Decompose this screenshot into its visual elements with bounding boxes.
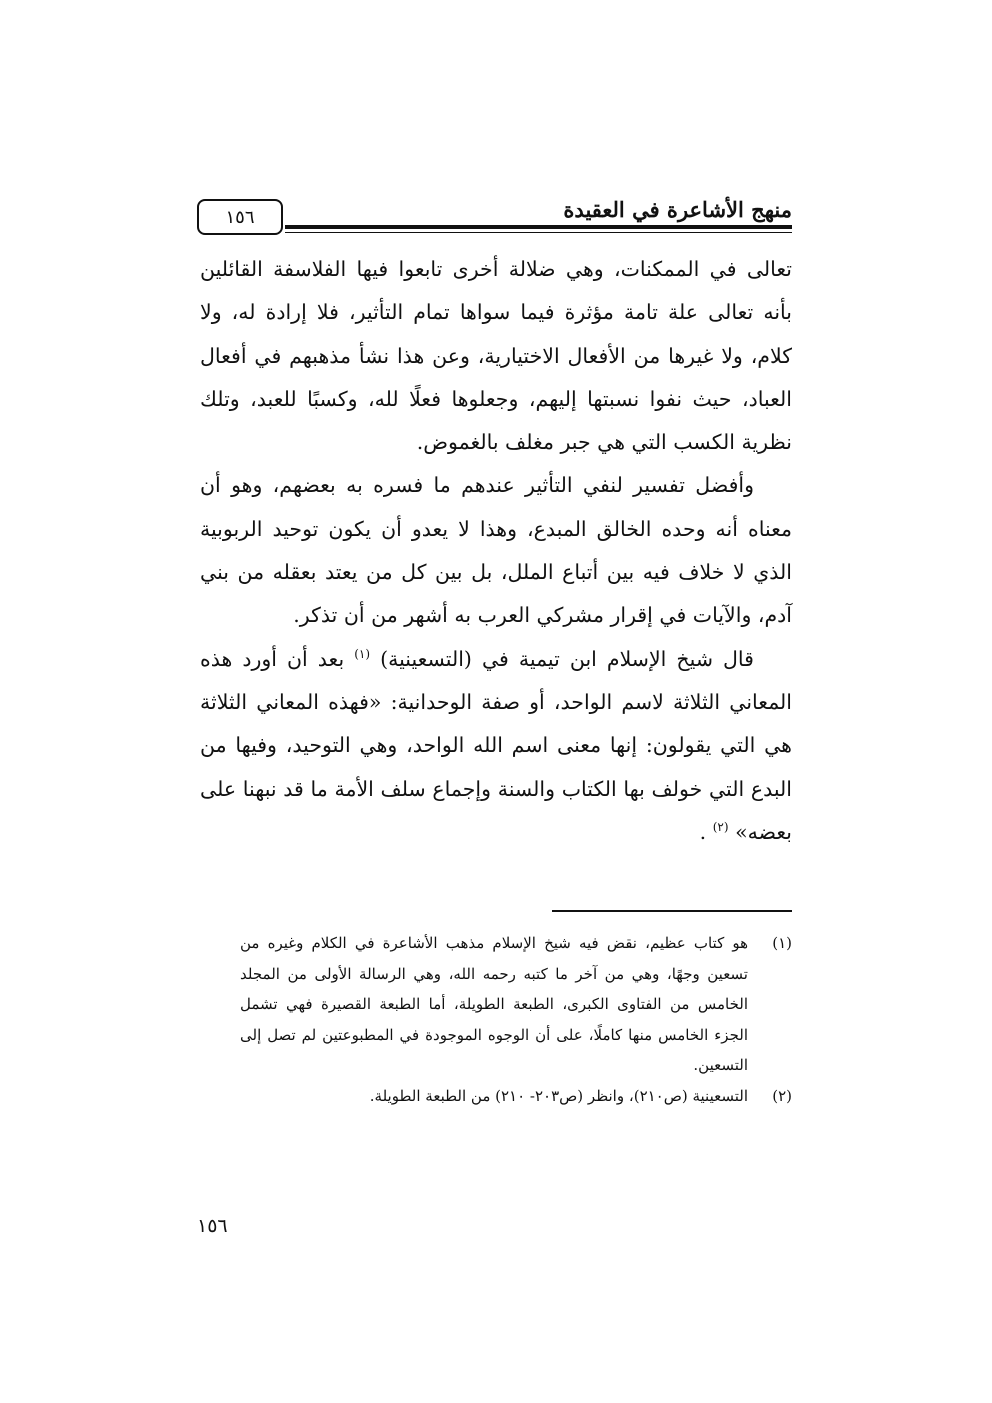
footnote-ref-1[interactable]: (١) bbox=[354, 646, 371, 661]
header-page-number: ١٥٦ bbox=[225, 206, 255, 228]
footnotes bbox=[240, 928, 792, 1111]
main-text bbox=[200, 248, 792, 854]
footnote-number: (٢) bbox=[772, 1086, 792, 1105]
footnote-item bbox=[240, 928, 792, 1081]
footnote-number: (١) bbox=[772, 934, 792, 952]
paragraph-3-end: . bbox=[699, 819, 707, 844]
footnote-separator bbox=[552, 910, 792, 912]
footnote-text: هو كتاب عظيم، نقض فيه شيخ الإسلام مذهب الأشاعرة في الكلام وغيره من تسعين وجهًا، وهي من آخر ما كتبه رحمه الله، وهي الرسالة الأولى من المجلد الخامس من الفتاوى الكبرى، الطبعة الطويلة، أما الطبعة القصيرة فهي تشمل الجزء الخامس منها كاملًا، على أن الوجوه الموجودة في المطبوعتين لم تصل إلى التسعين. bbox=[240, 934, 748, 1074]
header-rule-thin bbox=[285, 232, 792, 233]
footnote-item bbox=[240, 1081, 792, 1112]
paragraph-3 bbox=[200, 638, 792, 854]
page-number: ١٥٦ bbox=[197, 1215, 228, 1237]
footnote-text: التسعينية (ص٢١٠)، وانظر (ص٢٠٣- ٢١٠) من الطبعة الطويلة. bbox=[369, 1086, 748, 1105]
header-rule-thick bbox=[285, 225, 792, 229]
running-header bbox=[197, 195, 792, 241]
header-title: منهج الأشاعرة في العقيدة bbox=[563, 197, 792, 222]
paragraph-2: وأفضل تفسير لنفي التأثير عندهم ما فسره به بعضهم، وهو أن معناه أنه وحده الخالق المبدع، وهذا لا يعدو أن يكون توحيد الربوبية الذي لا خلاف فيه بين أتباع الملل، بل بين كل من يعتد بعقله من بني آدم، والآيات في إقرار مشركي العرب به أشهر من أن تذكر. bbox=[200, 473, 792, 628]
paragraph-1: تعالى في الممكنات، وهي ضلالة أخرى تابعوا فيها الفلاسفة القائلين بأنه تعالى علة تامة مؤثرة فيما سواها تمام التأثير، فلا إرادة له، ولا كلام، ولا غيرها من الأفعال الاختيارية، وعن هذا نشأ مذهبهم في أفعال العباد، حيث نفوا نسبتها إليهم، وجعلوها فعلًا لله، وكسبًا للعبد، وتلك نظرية الكسب التي هي جبر مغلف بالغموض. bbox=[200, 257, 792, 455]
footnote-ref-2[interactable]: (٢) bbox=[712, 820, 729, 835]
paragraph-3-part-2: بعد أن أورد هذه المعاني الثلاثة لاسم الواحد، أو صفة الوحدانية: «فهذه المعاني الثلاثة هي التي يقولون: إنها معنى اسم الله الواحد، وهي التوحيد، وفيها من البدع التي خولف بها الكتاب والسنة وإجماع سلف الأمة ما قد نبهنا على بعضه» bbox=[200, 646, 792, 844]
paragraph-3-part-1: قال شيخ الإسلام ابن تيمية في (التسعينية) bbox=[380, 646, 754, 671]
header-page-number-box bbox=[197, 199, 283, 235]
